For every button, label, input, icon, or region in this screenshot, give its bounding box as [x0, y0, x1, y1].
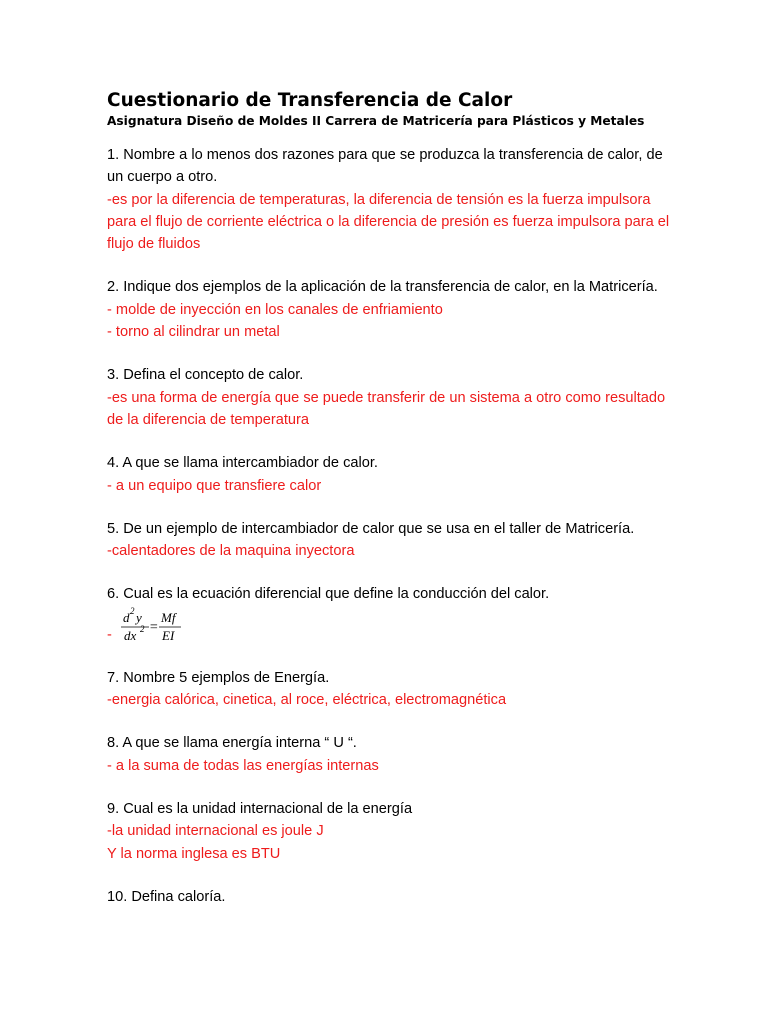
formula-num-exp: 2 — [130, 605, 135, 616]
question-text: 3. Defina el concepto de calor. — [107, 367, 304, 384]
answer-text: - molde de inyección en los canales de enfriamiento — [107, 301, 443, 318]
formula-den-dx: dx — [124, 627, 137, 643]
question-text: 10. Defina caloría. — [107, 888, 226, 905]
answer-text: -la unidad internacional es joule J — [107, 823, 324, 840]
answer-text: -es por la diferencia de temperaturas, la diferencia de tensión es la fuerza impulsora para el flujo de corriente eléctrica o la diferencia de presión es fuerza impulsora para el flujo de fluidos — [107, 191, 670, 253]
document-subtitle: Asignatura Diseño de Moldes II Carrera de Matricería para Plásticos y Metales — [107, 114, 645, 128]
question-text: 4. A que se llama intercambiador de calor. — [107, 455, 378, 472]
answer-text: Y la norma inglesa es BTU — [107, 845, 281, 862]
answer-text: - a un equipo que transfiere calor — [107, 477, 322, 494]
formula-den-exp: 2 — [140, 623, 145, 634]
question-block-7 — [107, 667, 677, 712]
question-block-1 — [107, 144, 677, 255]
formula-den-right: EI — [162, 627, 175, 643]
question-block-3 — [107, 364, 677, 431]
question-text: 9. Cual es la unidad internacional de la energía — [107, 800, 413, 817]
question-block-8 — [107, 732, 677, 777]
question-text: 8. A que se llama energía interna “ U “. — [107, 735, 357, 752]
question-text: 7. Nombre 5 ejemplos de Energía. — [107, 669, 330, 686]
answer-text: - a la suma de todas las energías internas — [107, 757, 379, 774]
question-text: 6. Cual es la ecuación diferencial que define la conducción del calor. — [107, 586, 550, 603]
answer-text: -es una forma de energía que se puede transferir de un sistema a otro como resultado de la diferencia de temperatura — [107, 389, 666, 428]
question-block-9 — [107, 798, 677, 865]
question-block-6 — [107, 583, 677, 647]
formula-num-right: Mf — [161, 609, 176, 625]
document-page — [107, 88, 677, 929]
question-text: 5. De un ejemplo de intercambiador de calor que se usa en el taller de Matricería. — [107, 520, 635, 537]
formula-equals: = — [149, 619, 159, 635]
question-block-4 — [107, 452, 677, 497]
question-text: 2. Indique dos ejemplos de la aplicación de la transferencia de calor, en la Matricería. — [107, 279, 658, 296]
answer-text: - torno al cilindrar un metal — [107, 324, 280, 341]
answer-text: -calentadores de la maquina inyectora — [107, 543, 355, 560]
question-block-5 — [107, 518, 677, 563]
answer-prefix: - — [107, 626, 112, 643]
formula-num-d: d — [123, 609, 130, 625]
formula-num-y: y — [136, 609, 142, 625]
question-block-2 — [107, 276, 677, 343]
formula-answer — [107, 606, 677, 648]
question-text: 1. Nombre a lo menos dos razones para que se produzca la transferencia de calor, de un cuerpo a otro. — [107, 147, 663, 186]
answer-text: -energia calórica, cinetica, al roce, eléctrica, electromagnética — [107, 692, 507, 709]
differential-equation — [119, 606, 189, 648]
question-block-10 — [107, 886, 677, 908]
document-title: Cuestionario de Transferencia de Calor — [107, 90, 513, 111]
